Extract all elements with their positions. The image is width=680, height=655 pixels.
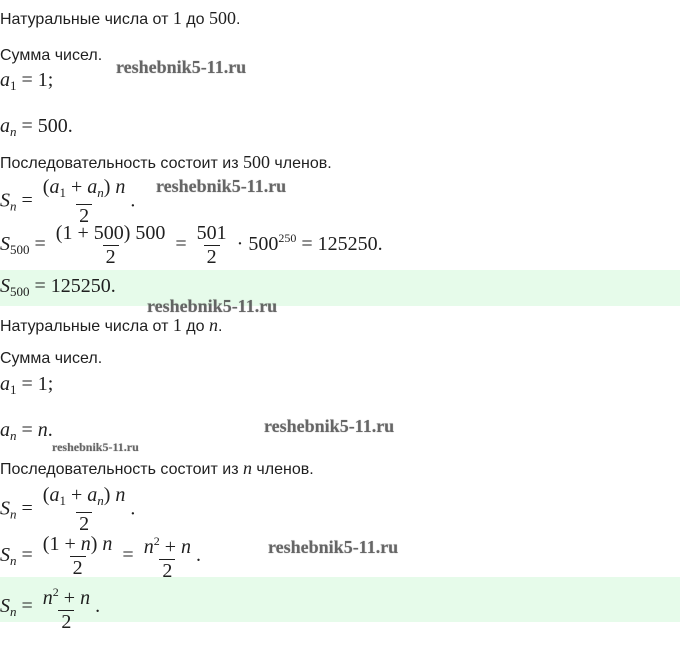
- s500-computation: $S_{500}$ = $\frac{(1 + 500) 500}{2}$ = $\frac{501}{2}$ · $500^{250} = 125250$.: [0, 222, 383, 268]
- sum-label-2: Сумма чисел.: [0, 350, 103, 367]
- heading-2: Натуральные числа от 1 до n.: [0, 315, 223, 335]
- sn-computation: $S_n$ = $\frac{(1 + n) n}{2}$ = $\frac{n^2 + n}{2}$ .: [0, 533, 201, 582]
- watermark: reshebnik5-11.ru: [147, 296, 278, 316]
- a1-equation-2: $a_1 = 1$;: [0, 373, 54, 397]
- watermark: reshebnik5-11.ru: [268, 537, 399, 557]
- sequence-text-2: Последовательность состоит из n членов.: [0, 458, 314, 478]
- watermark: reshebnik5-11.ru: [156, 176, 287, 196]
- answer-highlight-2: [0, 577, 680, 622]
- a1-equation-1: $a_1 = 1$;: [0, 69, 54, 93]
- s500-answer: $S_{500} = 125250$.: [0, 275, 116, 299]
- sum-formula-1: $S_n$ = $\frac{(a_1 + a_n) n}{2}$ .: [0, 176, 136, 227]
- watermark: reshebnik5-11.ru: [52, 440, 139, 454]
- heading-1: Натуральные числа от 1 до 500.: [0, 8, 241, 28]
- sum-label-1: Сумма чисел.: [0, 47, 103, 64]
- an-equation-1: $a_n = 500$.: [0, 115, 73, 139]
- watermark: reshebnik5-11.ru: [264, 416, 395, 436]
- sn-answer: $S_n$ = $\frac{n^2 + n}{2}$ .: [0, 585, 101, 633]
- sum-formula-2: $S_n$ = $\frac{(a_1 + a_n) n}{2}$ .: [0, 484, 136, 535]
- an-equation-2: $a_n = n$.: [0, 419, 53, 443]
- sequence-text-1: Последовательность состоит из 500 членов.: [0, 152, 332, 172]
- watermark: reshebnik5-11.ru: [116, 57, 247, 77]
